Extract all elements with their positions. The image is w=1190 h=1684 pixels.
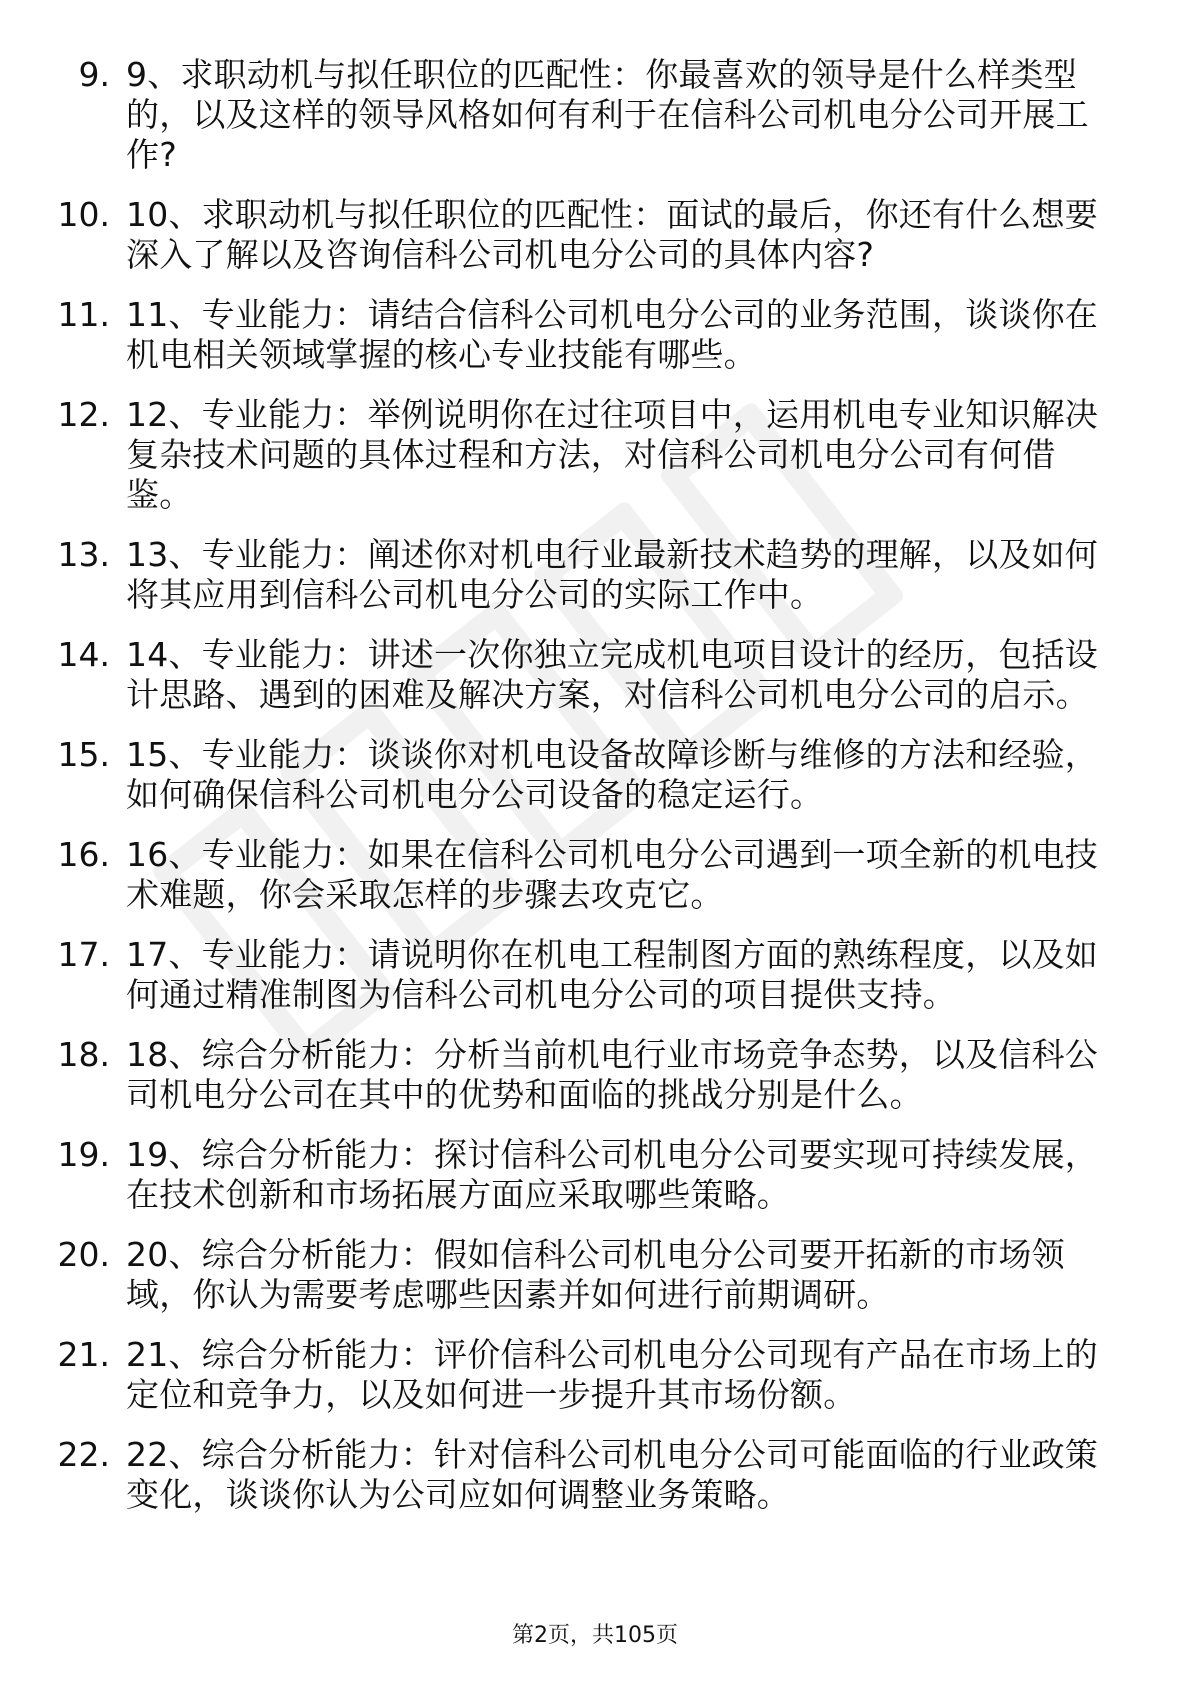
question-number: 12. [57, 395, 110, 434]
question-text: 17、专业能力：请说明你在机电工程制图方面的熟练程度，以及如何通过精准制图为信科公司机电分公司的项目提供支持。 [126, 935, 1098, 1014]
question-number: 21. [57, 1335, 110, 1374]
question-number: 10. [57, 195, 110, 234]
question-number: 9. [78, 55, 110, 94]
question-item [56, 935, 1116, 1015]
question-item [56, 1035, 1116, 1115]
question-item [56, 735, 1116, 815]
question-text: 13、专业能力：阐述你对机电行业最新技术趋势的理解，以及如何将其应用到信科公司机电分公司的实际工作中。 [126, 535, 1098, 614]
question-number: 14. [57, 635, 110, 674]
question-number: 13. [57, 535, 110, 574]
question-item [56, 1135, 1116, 1215]
page-footer [0, 1622, 1190, 1650]
question-text: 9、求职动机与拟任职位的匹配性：你最喜欢的领导是什么样类型的，以及这样的领导风格如何有利于在信科公司机电分公司开展工作? [126, 55, 1089, 174]
page-indicator: 第2页，共105页 [512, 1623, 678, 1648]
question-text: 16、专业能力：如果在信科公司机电分公司遇到一项全新的机电技术难题，你会采取怎样的步骤去攻克它。 [126, 835, 1098, 914]
question-number: 18. [57, 1035, 110, 1074]
question-item [56, 635, 1116, 715]
question-text: 10、求职动机与拟任职位的匹配性：面试的最后，你还有什么想要深入了解以及咨询信科公司机电分公司的具体内容? [126, 195, 1098, 274]
question-text: 15、专业能力：谈谈你对机电设备故障诊断与维修的方法和经验，如何确保信科公司机电分公司设备的稳定运行。 [126, 735, 1098, 814]
question-text: 12、专业能力：举例说明你在过往项目中，运用机电专业知识解决复杂技术问题的具体过程和方法，对信科公司机电分公司有何借鉴。 [126, 395, 1098, 514]
question-number: 15. [57, 735, 110, 774]
question-item [56, 1235, 1116, 1315]
question-item [56, 1435, 1116, 1515]
question-number: 19. [57, 1135, 110, 1174]
question-number: 16. [57, 835, 110, 874]
question-text: 22、综合分析能力：针对信科公司机电分公司可能面临的行业政策变化，谈谈你认为公司应如何调整业务策略。 [126, 1435, 1098, 1514]
question-item [56, 195, 1116, 275]
question-text: 19、综合分析能力：探讨信科公司机电分公司要实现可持续发展，在技术创新和市场拓展方面应采取哪些策略。 [126, 1135, 1098, 1214]
question-item [56, 395, 1116, 515]
question-text: 20、综合分析能力：假如信科公司机电分公司要开拓新的市场领域，你认为需要考虑哪些因素并如何进行前期调研。 [126, 1235, 1065, 1314]
question-item [56, 55, 1116, 175]
question-number: 17. [57, 935, 110, 974]
question-text: 11、专业能力：请结合信科公司机电分公司的业务范围，谈谈你在机电相关领域掌握的核心专业技能有哪些。 [126, 295, 1098, 374]
question-number: 11. [57, 295, 110, 334]
question-item [56, 295, 1116, 375]
question-text: 21、综合分析能力：评价信科公司机电分公司现有产品在市场上的定位和竞争力，以及如何进一步提升其市场份额。 [126, 1335, 1098, 1414]
question-number: 22. [57, 1435, 110, 1474]
question-list [56, 55, 1116, 1535]
question-text: 14、专业能力：讲述一次你独立完成机电项目设计的经历，包括设计思路、遇到的困难及解决方案，对信科公司机电分公司的启示。 [126, 635, 1098, 714]
question-item [56, 1335, 1116, 1415]
question-text: 18、综合分析能力：分析当前机电行业市场竞争态势，以及信科公司机电分公司在其中的优势和面临的挑战分别是什么。 [126, 1035, 1098, 1114]
question-item [56, 835, 1116, 915]
question-item [56, 535, 1116, 615]
question-number: 20. [57, 1235, 110, 1274]
